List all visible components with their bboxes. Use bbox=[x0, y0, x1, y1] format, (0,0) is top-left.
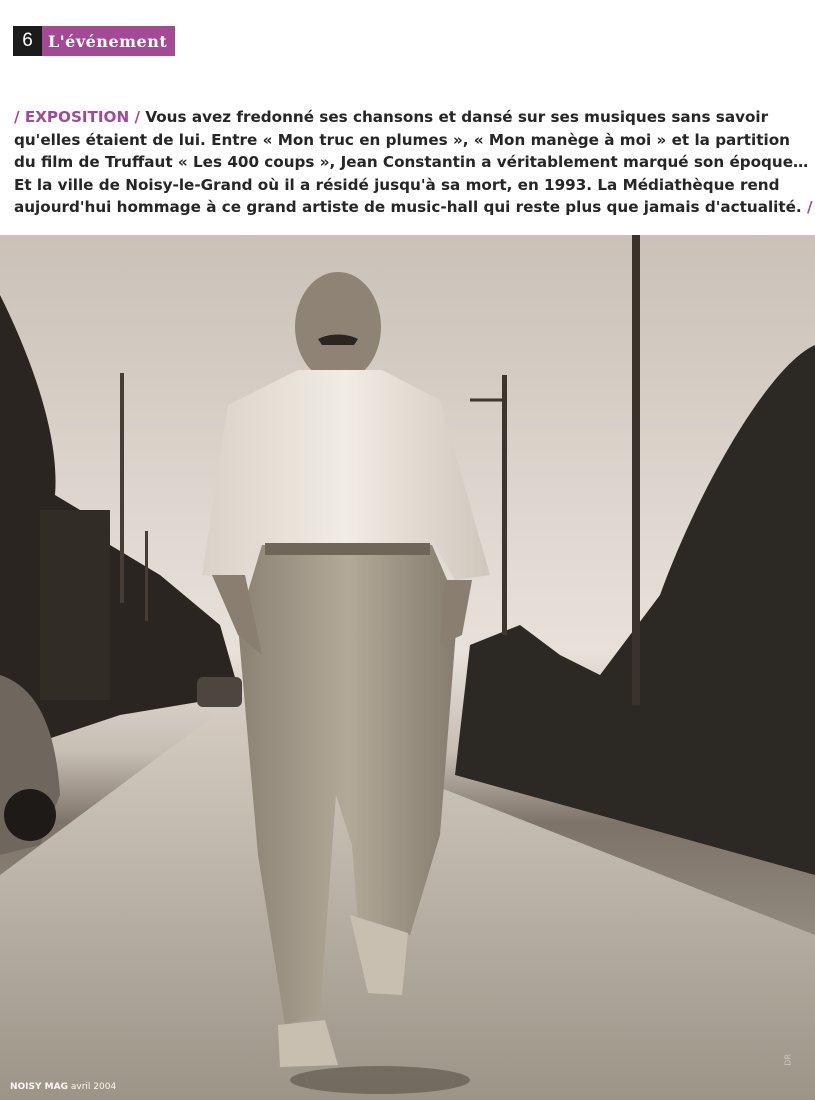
right-arm bbox=[440, 580, 472, 645]
photo-illustration bbox=[0, 235, 815, 1100]
intro-line: Et la ville de Noisy-le-Grand où il a résidé jusqu'à sa mort, en 1993. La Médiathèque rend bbox=[14, 175, 780, 194]
utility-pole bbox=[502, 375, 507, 635]
photo bbox=[0, 235, 815, 1100]
utility-pole bbox=[145, 531, 148, 621]
intro-line bbox=[14, 106, 806, 129]
intro-line: du film de Truffaut « Les 400 coups », Jean Constantin a véritablement marqué son époque… bbox=[14, 153, 809, 171]
intro-line: qu'elles étaient de lui. Entre « Mon truc en plumes », « Mon manège à moi » et la partition bbox=[14, 130, 790, 149]
utility-pole bbox=[632, 235, 640, 705]
intro-line bbox=[14, 196, 813, 219]
intro-line-1-text: Vous avez fredonné ses chansons et dansé sur ses musiques sans savoir bbox=[140, 108, 769, 126]
intro-paragraph bbox=[14, 106, 813, 219]
page-header bbox=[13, 26, 175, 56]
shadow bbox=[290, 1066, 470, 1094]
section-label: L'événement bbox=[42, 26, 175, 56]
car-wheel bbox=[4, 789, 56, 841]
footer bbox=[10, 1082, 116, 1092]
left-building bbox=[40, 510, 110, 700]
belt bbox=[265, 543, 430, 555]
utility-pole bbox=[120, 373, 124, 603]
intro-line-5-text: aujourd'hui hommage à ce grand artiste de music-hall qui reste plus que jamais d'actualité. bbox=[14, 198, 807, 216]
issue-date: avril 2004 bbox=[70, 1082, 117, 1092]
page-number: 6 bbox=[13, 26, 42, 56]
closing-slash: / bbox=[806, 198, 813, 216]
photo-credit: DR bbox=[784, 1054, 793, 1066]
head bbox=[295, 272, 381, 382]
exposition-label: / EXPOSITION / bbox=[14, 108, 141, 126]
magazine-name: NOISY MAG bbox=[10, 1082, 68, 1092]
distant-car bbox=[197, 677, 242, 707]
